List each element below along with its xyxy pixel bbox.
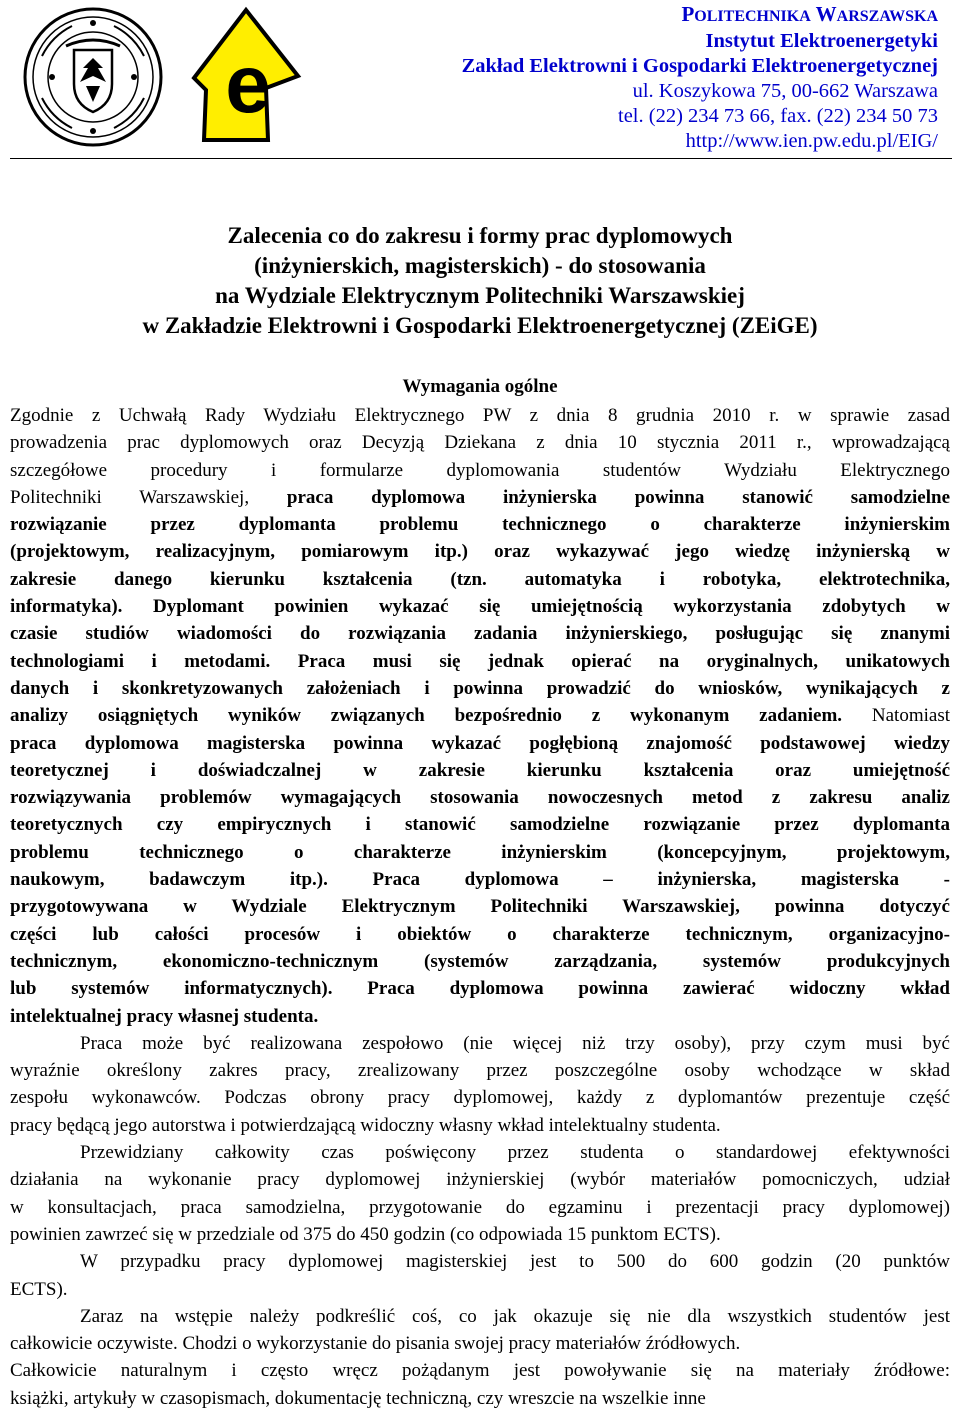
- text-line: [10, 538, 950, 565]
- logo-letter: e: [225, 39, 271, 130]
- text-line: [10, 757, 950, 784]
- text-line: [10, 1057, 950, 1084]
- title-line: Zalecenia co do zakresu i formy prac dyplomowych: [227, 223, 733, 248]
- university-name: POLITECHNIKA WARSZAWSKA: [681, 2, 938, 26]
- bold-text: informatyka). Dyplomant powinien wykazać się umiejętnością wykorzystania zdobytych w: [10, 596, 950, 618]
- text-line: [10, 730, 950, 757]
- bold-text: przygotowywana w Wydziale Elektrycznym Politechniki Warszawskiej, powinna dotyczyć: [10, 896, 950, 918]
- bold-text: danych i skonkretyzowanych założeniach i powinna prowadzić do wniosków, wynikających z: [10, 677, 950, 699]
- text-line: [10, 702, 950, 729]
- text-run: W przypadku pracy dyplomowej magisterskiej jest to 500 do 600 godzin (20 punktów: [80, 1251, 950, 1273]
- text-line: [10, 1139, 950, 1166]
- letterhead: [338, 2, 938, 154]
- phone-fax: tel. (22) 234 73 66, fax. (22) 234 50 73: [618, 105, 938, 127]
- text-line: [10, 1330, 950, 1357]
- institute-name: Instytut Elektroenergetyki: [705, 30, 938, 52]
- bold-text: rozwiązywania problemów wymagających stosowania nowoczesnych metod z zakresu analiz: [10, 787, 950, 809]
- bold-text: lub systemów informatycznych). Praca dyplomowa powinna zawierać widoczny wkład: [10, 978, 950, 1000]
- text-line: [10, 1357, 950, 1384]
- bold-text: naukowym, badawczym itp.). Praca dyplomowa – inżynierska, magisterska -: [10, 869, 950, 891]
- bold-text: teoretycznych czy empirycznych i stanowić samodzielne rozwiązanie przez dyplomanta: [10, 814, 950, 836]
- text-line: [10, 593, 950, 620]
- text-line: [10, 457, 950, 484]
- bold-text: analizy osiągniętych wyników związanych bezpośrednio z wykonanym zadaniem.: [10, 705, 872, 727]
- bold-text: rozwiązanie przez dyplomanta problemu technicznego o charakterze inżynierskim: [10, 514, 950, 536]
- text-line: [10, 784, 950, 811]
- bold-text: intelektualnej pracy własnej studenta.: [10, 1005, 319, 1027]
- text-run: Zaraz na wstępie należy podkreślić coś, co jak okazuje się nie dla wszystkich studentów jest: [80, 1305, 950, 1327]
- text-run: Zgodnie z Uchwałą Rady Wydziału Elektrycznego PW z dnia 8 grudnia 2010 r. w sprawie zasad: [10, 405, 950, 426]
- text-line: [10, 1166, 950, 1193]
- text-line: [10, 675, 950, 702]
- website-link[interactable]: http://www.ien.pw.edu.pl/EIG/: [685, 130, 938, 152]
- text-line: [10, 839, 950, 866]
- address: ul. Koszykowa 75, 00-662 Warszawa: [632, 80, 938, 102]
- text-line: [10, 429, 950, 456]
- bold-text: czasie studiów wiadomości do rozwiązania zadania inżynierskiego, posługując się znanymi: [10, 623, 950, 645]
- text-line: [10, 1194, 950, 1221]
- text-run: Natomiast: [871, 705, 950, 727]
- bold-text: praca dyplomowa magisterska powinna wykazać pogłębioną znajomość podstawowej wiedzy: [10, 732, 950, 754]
- text-run: Całkowicie naturalnym i często wręcz pożądanym jest powoływanie się na materiały źródłowe:: [10, 1360, 950, 1382]
- header-divider: [10, 158, 952, 159]
- bold-text: technicznym, ekonomiczno-technicznym (systemów zarządzania, systemów produkcyjnych: [10, 950, 950, 972]
- text-run: pracy będącą jego autorstwa i potwierdzającą widoczny własny wkład intelektualny studenta.: [10, 1114, 721, 1136]
- text-run: wyraźnie określony zakres pracy, zrealizowany przez poszczególne osoby wchodzące w skład: [10, 1060, 950, 1082]
- text-line: [10, 648, 950, 675]
- university-seal-logo: [22, 6, 164, 148]
- text-run: powinien zawrzeć się w przedziale od 375 do 450 godzin (co odpowiada 15 punktom ECTS).: [10, 1223, 721, 1245]
- bold-text: (projektowym, realizacyjnym, pomiarowym itp.) oraz wykazywać jego wiedzę inżynierską w: [10, 541, 950, 563]
- title-line: (inżynierskich, magisterskich) - do stosowania: [254, 253, 706, 278]
- title-line: w Zakładzie Elektrowni i Gospodarki Elektroenergetycznej (ZEiGE): [142, 313, 818, 338]
- bold-text: teoretycznej i doświadczalnej w zakresie kierunku kształcenia oraz umiejętność: [10, 759, 950, 781]
- text-line: [10, 620, 950, 647]
- bold-text: praca dyplomowa inżynierska powinna stanowić samodzielne: [286, 486, 950, 508]
- text-run: książki, artykuły w czasopismach, dokumentację techniczną, czy wreszcie na wszelkie inne: [10, 1387, 706, 1409]
- text-line: [10, 1221, 950, 1248]
- text-line: [10, 1003, 950, 1030]
- text-line: [10, 893, 950, 920]
- title-line: na Wydziale Elektrycznym Politechniki Warszawskiej: [215, 283, 745, 308]
- text-line: [10, 1276, 950, 1303]
- text-run: ECTS).: [10, 1278, 68, 1300]
- text-run: zespołu wykonawców. Podczas obrony pracy dyplomowej, każdy z dyplomantów prezentuje część: [10, 1087, 950, 1109]
- bold-text: zakresie danego kierunku kształcenia (tzn. automatyka i robotyka, elektrotechnika,: [10, 568, 950, 590]
- bold-text: problemu technicznego o charakterze inżynierskim (koncepcyjnym, projektowym,: [10, 841, 950, 863]
- text-run: szczegółowe procedury i formularze dyplomowania studentów Wydziału Elektrycznego: [10, 459, 950, 481]
- text-line: [10, 1303, 950, 1330]
- bold-text: części lub całości procesów i obiektów o charakterze technicznym, organizacyjno-: [10, 923, 950, 945]
- text-line: [10, 948, 950, 975]
- text-line: [10, 1084, 950, 1111]
- text-run: prowadzenia prac dyplomowych oraz Decyzją Dziekana z dnia 10 stycznia 2011 r., wprowadzającą: [10, 432, 950, 454]
- text-line: [10, 1248, 950, 1275]
- text-line: [10, 566, 950, 593]
- document-title: [10, 221, 950, 341]
- department-name: Zakład Elektrowni i Gospodarki Elektroenergetycznej: [461, 55, 938, 77]
- body-text: [10, 402, 950, 1412]
- section-heading: Wymagania ogólne: [402, 376, 558, 397]
- text-run: działania na wykonanie pracy dyplomowej inżynierskiej (wybór materiałów pomocniczych, udział: [10, 1169, 950, 1191]
- text-line: [10, 1385, 950, 1412]
- text-run: w konsultacjach, praca samodzielna, przygotowanie do egzaminu i prezentacji pracy dyplomowej): [10, 1196, 950, 1218]
- text-run: Praca może być realizowana zespołowo (nie więcej niż trzy osoby), przy czym musi być: [80, 1032, 950, 1054]
- text-line: [10, 511, 950, 538]
- department-e-logo: [186, 6, 306, 144]
- text-line: [10, 1030, 950, 1057]
- text-line: [10, 811, 950, 838]
- text-run: Przewidziany całkowity czas poświęcony przez studenta o standardowej efektywności: [80, 1142, 950, 1164]
- text-line: [10, 975, 950, 1002]
- text-line: [10, 1112, 950, 1139]
- bold-text: technologiami i metodami. Praca musi się jednak opierać na oryginalnych, unikatowych: [10, 650, 950, 672]
- text-line: [10, 921, 950, 948]
- text-run: Politechniki Warszawskiej,: [10, 486, 287, 508]
- text-line: [10, 484, 950, 511]
- text-line: [10, 402, 950, 429]
- text-line: [10, 866, 950, 893]
- text-run: całkowicie oczywiste. Chodzi o wykorzystanie do pisania swojej pracy materiałów źródłowych.: [10, 1333, 741, 1355]
